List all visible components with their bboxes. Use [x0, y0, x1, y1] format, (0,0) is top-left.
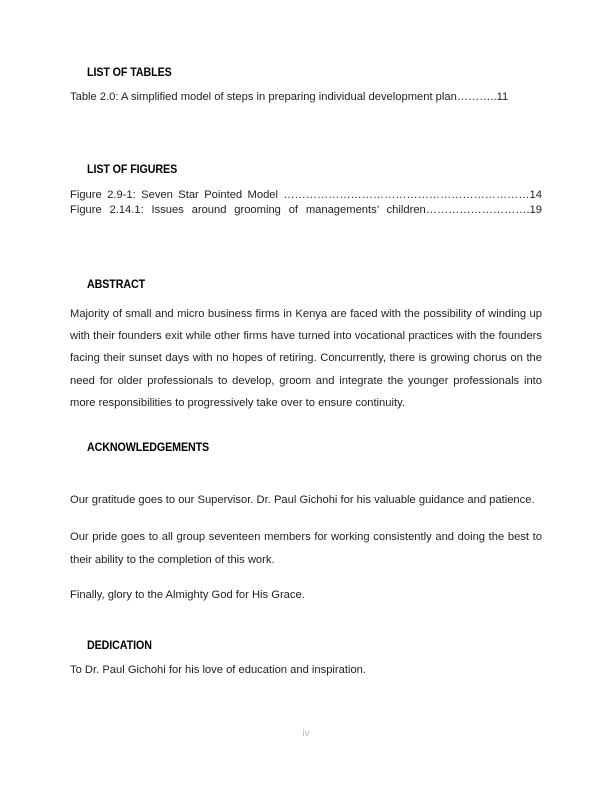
abstract-heading: ABSTRACT [87, 279, 146, 292]
acknowledgements-paragraph-3: Finally, glory to the Almighty God for His Grace. [70, 588, 305, 601]
acknowledgements-heading: ACKNOWLEDGEMENTS [87, 441, 210, 454]
acknowledgements-paragraph-1: Our gratitude goes to our Supervisor. Dr. Paul Gichohi for his valuable guidance and patience. [70, 494, 535, 506]
section-dedication [70, 639, 542, 678]
page-number: iv [302, 728, 310, 739]
list-of-figures-heading: LIST OF FIGURES [87, 164, 178, 177]
list-of-figures-entries: Figure 2.9-1: Seven Star Pointed Model …………………………………………………………14 Figure 2.14.1: Issues around grooming of managements’ children……………………….19 [70, 188, 542, 217]
section-list-of-figures [70, 163, 542, 234]
dedication-heading: DEDICATION [87, 639, 152, 652]
abstract-paragraph: Majority of small and micro business firms in Kenya are faced with the possibility of winding up with their founders exit while other firms have turned into vocational practices with the founders facing their sunset days with no hopes of retiring. Concurrently, there is growing chorus on the need for older professionals to develop, groom and integrate the younger professionals into more responsibilities to progressively take over to ensure continuity. [70, 307, 542, 410]
list-of-tables-heading: LIST OF TABLES [87, 67, 172, 79]
section-acknowledgements [70, 441, 542, 607]
dedication-paragraph: To Dr. Paul Gichohi for his love of education and inspiration. [70, 664, 367, 677]
section-abstract [70, 278, 542, 414]
acknowledgements-paragraph-2: Our pride goes to all group seventeen members for working consistently and doing the best to their ability to the completion of this work. [70, 530, 542, 566]
page-content [70, 0, 542, 678]
section-list-of-tables [70, 66, 542, 105]
list-of-tables-entry: Table 2.0: A simplified model of steps in preparing individual development plan………..11 [70, 91, 509, 104]
